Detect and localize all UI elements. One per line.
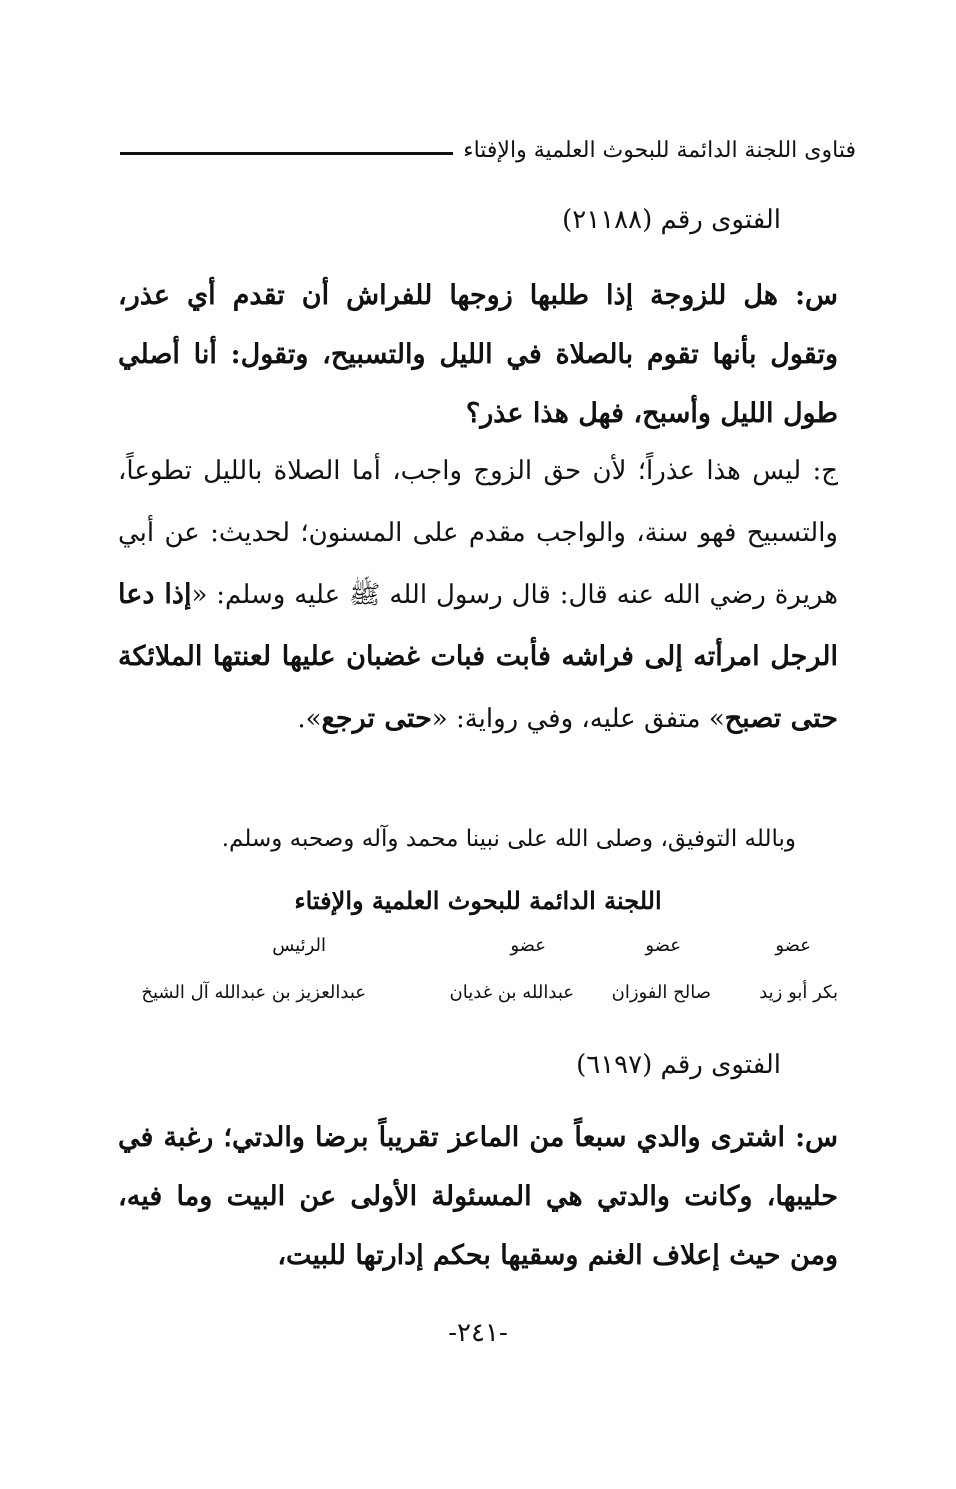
answer-text: » متفق عليه، وفي رواية: «	[431, 704, 725, 734]
signature-role: عضو	[645, 935, 681, 956]
header-rule	[120, 152, 453, 155]
signature-name: عبدالعزيز بن عبدالله آل الشيخ	[141, 982, 366, 1003]
fatwa-number: الفتوى رقم (٢١١٨٨)	[562, 205, 781, 235]
committee-name: اللجنة الدائمة للبحوث العلمية والإفتاء	[294, 886, 662, 915]
signature-name: بكر أبو زيد	[759, 982, 838, 1003]
fatwa-question: س: اشترى والدي سبعاً من الماعز تقريباً برضا والدتي؛ رغبة في حليبها، وكانت والدتي هي المسئولة الأولى عن البيت وما فيه، ومن حيث إعلاف الغنم وسقيها بحكم إدارتها للبيت،	[118, 1122, 838, 1271]
signature-role: عضو	[510, 935, 546, 956]
fatwa-answer	[118, 440, 838, 750]
signature-name: عبدالله بن غديان	[449, 982, 574, 1003]
signature-name: صالح الفوزان	[611, 982, 711, 1003]
signature-role: الرئيس	[272, 935, 326, 956]
fatwa-question: س: هل للزوجة إذا طلبها زوجها للفراش أن تقدم أي عذر، وتقول بأنها تقوم بالصلاة في الليل والتسبيح، وتقول: أنا أصلي طول الليل وأسبح، فهل هذا عذر؟	[118, 280, 838, 429]
running-header	[120, 130, 856, 170]
signature-role: عضو	[775, 935, 811, 956]
fatwa-number: الفتوى رقم (٦١٩٧)	[576, 1050, 781, 1080]
hadith-text: حتى ترجع	[321, 703, 432, 734]
answer-text: ».	[297, 704, 322, 734]
answer-text: ج: ليس هذا عذراً؛ لأن حق الزوج واجب، أما الصلاة بالليل تطوعاً، والتسبيح فهو سنة، والواجب مقدم على المسنون؛ لحديث: عن أبي هريرة رضي الله عنه قال: قال رسول الله ﷺ عليه وسلم: «	[118, 456, 838, 610]
header-title: فتاوى اللجنة الدائمة للبحوث العلمية والإفتاء	[463, 137, 856, 163]
page-number: -٢٤١-	[448, 1318, 508, 1348]
hadith-text: إذا دعا الرجل امرأته إلى فراشه فأبت فبات غضبان عليها لعنتها الملائكة حتى تصبح	[118, 579, 838, 734]
closing-line: وبالله التوفيق، وصلى الله على نبينا محمد وآله وصحبه وسلم.	[221, 826, 796, 852]
